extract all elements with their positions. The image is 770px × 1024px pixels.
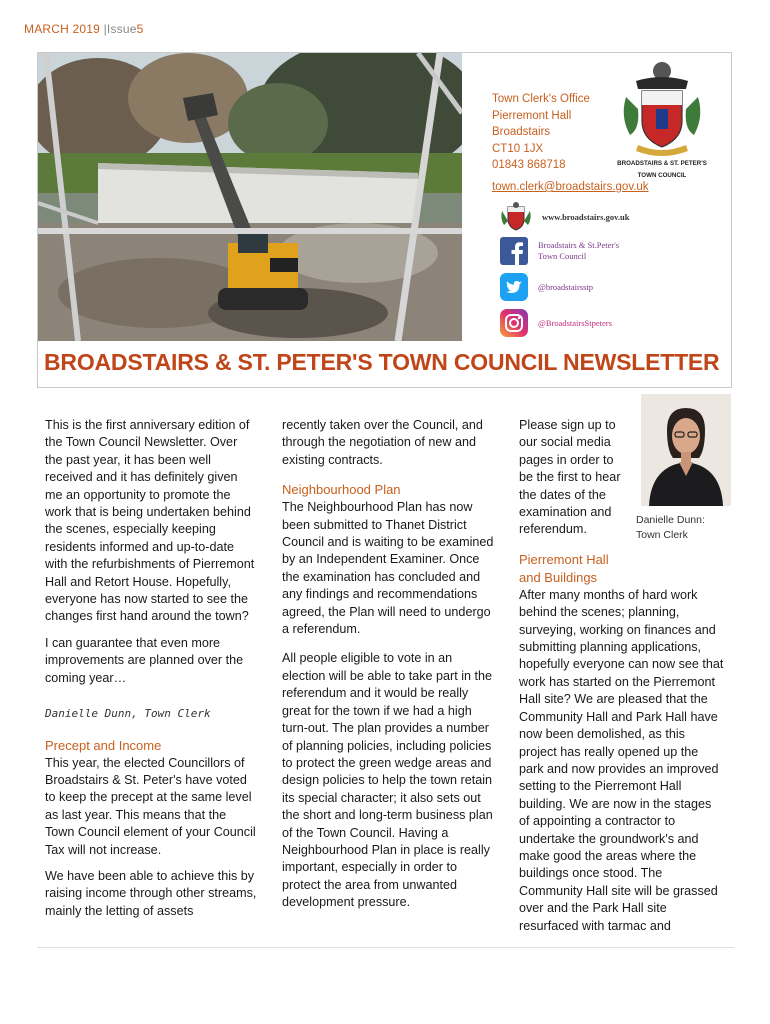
contact-office: Town Clerk's Office — [492, 93, 590, 105]
facebook-icon — [500, 237, 528, 265]
social-instagram[interactable] — [500, 309, 612, 337]
heading-precept: Precept and Income — [45, 737, 162, 753]
issue-month: MARCH 2019 — [24, 22, 101, 36]
social-website[interactable] — [500, 201, 629, 233]
twitter-icon — [500, 273, 528, 301]
contracts-paragraph: recently taken over the Council, and through the negotiation of new and existing contracts. — [282, 418, 483, 467]
email-link[interactable]: town.clerk@broadstairs.gov.uk — [492, 181, 649, 193]
facebook-label — [538, 240, 619, 262]
facebook-line1: Broadstairs & St.Peter's — [538, 240, 620, 250]
contact-building: Pierremont Hall — [492, 109, 572, 122]
neighbourhood-paragraph: The Neighbourhood Plan has now been submitted to Thanet District Council and is waiting to be examined by an Independent Examiner. Once the examination has concluded and any findings and recommendations agreed, the Plan will need to undergo a referendum. — [282, 500, 494, 637]
caption-role: Town Clerk — [636, 529, 688, 541]
small-crest-icon — [500, 201, 532, 233]
social-twitter[interactable] — [500, 273, 593, 301]
crest-icon — [624, 62, 701, 156]
heading-neighbourhood-plan: Neighbourhood Plan — [282, 482, 401, 498]
crest-line2: TOWN COUNCIL — [637, 172, 687, 179]
newsletter-header — [37, 52, 732, 388]
instagram-icon — [500, 309, 528, 337]
signup-paragraph: Please sign up to our social media pages in order to be the first to hear the dates of the examination and referendum. — [519, 418, 621, 537]
contact-details — [492, 91, 590, 174]
heading-pierremont: Pierremont Hall and Buildings — [519, 551, 609, 585]
signature: Danielle Dunn, Town Clerk — [45, 707, 211, 721]
referendum-paragraph: All people eligible to vote in an election will be able to take part in the referendum and it would be really great for the town if we had a high turn-out. The plan provides a number of planning policies, including policies to protect the green wedge areas and design policies to help the town retain its special character; it also sets out the short and long-term business plan of the Town Council. Having a Neighbourhood Plan in place is really important, especially in order to protect the area from unwanted development pressure. — [282, 651, 493, 910]
demolition-photo — [38, 53, 462, 341]
issue-number: 5 — [136, 22, 144, 36]
contact-postcode: CT10 1JX — [492, 142, 544, 155]
portrait-caption — [636, 513, 705, 543]
issue-separator: | — [103, 22, 107, 36]
crest-line1: BROADSTAIRS & ST. PETER'S — [617, 160, 707, 167]
pierremont-paragraph: After many months of hard work behind the scenes; planning, surveying, working on finances and submitting planning applications, hopefully everyone can now see that work has started on the Pierremont Hall site? We are pleased that the Community Hall and Park Hall have now been demolished, as this project has really opened up the park and now provides an improved setting to the Pierremont Hall building. We are now in the stages of appointing a contractor to undertake the groundwork's and make good the areas where the buildings once stood. The Community Hall site will be grassed over and the Park Hall site resurfaced with tarmac and — [519, 587, 724, 933]
facebook-line2: Town Council — [538, 251, 587, 261]
website-label: www.broadstairs.gov.uk — [542, 211, 630, 222]
footer-divider — [37, 947, 734, 948]
improvements-paragraph: I can guarantee that even more improvements are planned over the coming year… — [45, 635, 244, 685]
income-paragraph: We have been able to achieve this by raising income through other streams, mainly the letting of assets — [45, 868, 257, 918]
town-clerk-portrait — [641, 394, 731, 506]
precept-paragraph: This year, the elected Councillors of Broadstairs & St. Peter's have voted to keep the precept at the same level as last year. This means that the Town Council element of your Council Tax will not increase. — [45, 755, 256, 857]
social-facebook[interactable] — [500, 237, 619, 265]
council-crest — [616, 59, 708, 183]
twitter-label: @broadstairsstp — [538, 281, 594, 292]
caption-name: Danielle Dunn: — [636, 514, 705, 526]
instagram-label: @BroadstairsStpeters — [538, 317, 612, 328]
contact-phone: 01843 868718 — [492, 159, 566, 171]
column-2 — [282, 417, 497, 921]
intro-paragraph: This is the first anniversary edition of the Town Council Newsletter. Over the past year, it has been well received and it has definitely given me an opportunity to promote the work that is being undertaken behind the scenes, especially keeping residents informed and up-to-date with the refurbishments of Pierremont Hall and Retort House. Hopefully, everyone has now started to see the changes first hand around the town? — [45, 418, 255, 624]
contact-town: Broadstairs — [492, 126, 551, 138]
newsletter-title: BROADSTAIRS & ST. PETER'S TOWN COUNCIL NEWSLETTER — [44, 349, 720, 375]
issue-line — [24, 22, 143, 36]
column-1 — [45, 417, 257, 929]
issue-word: Issue — [106, 22, 137, 36]
